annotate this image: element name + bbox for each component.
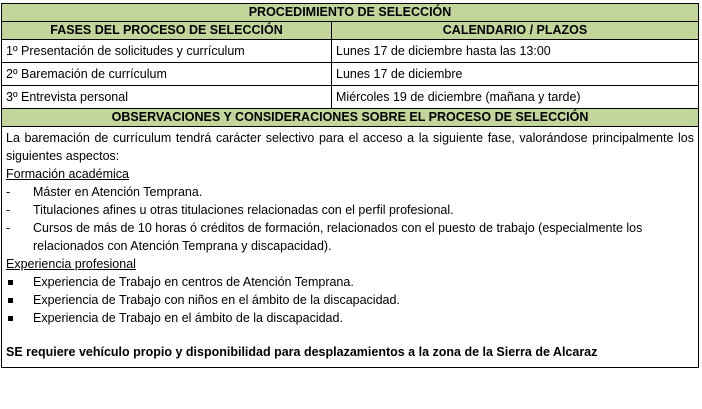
table-title: PROCEDIMIENTO DE SELECCIÓN bbox=[2, 4, 699, 22]
date-cell: Lunes 17 de diciembre hasta las 13:00 bbox=[332, 40, 699, 63]
experience-list bbox=[6, 273, 694, 327]
table-row bbox=[2, 63, 699, 86]
list-item: Experiencia de Trabajo en el ámbito de la discapacidad. bbox=[6, 309, 694, 327]
intro-text: La baremación de currículum tendrá carácter selectivo para el acceso a la siguiente fase, valorándose principalmente los siguientes aspectos: bbox=[6, 131, 695, 163]
list-item: - Cursos de más de 10 horas ó créditos de formación, relacionados con el puesto de trabajo (especialmente los relacionados con Atención Temprana y discapacidad). bbox=[6, 219, 694, 255]
list-item: - Máster en Atención Temprana. bbox=[6, 183, 694, 201]
observations-body bbox=[2, 127, 699, 368]
selection-procedure-table bbox=[1, 3, 699, 368]
calendar-column-header: CALENDARIO / PLAZOS bbox=[332, 22, 699, 40]
list-item: - Titulaciones afines u otras titulaciones relacionadas con el perfil profesional. bbox=[6, 201, 694, 219]
date-cell: Lunes 17 de diciembre bbox=[332, 63, 699, 86]
phases-column-header: FASES DEL PROCESO DE SELECCIÓN bbox=[2, 22, 332, 40]
phase-cell: 2º Baremación de currículum bbox=[2, 63, 332, 86]
experience-section-title: Experiencia profesional bbox=[6, 257, 136, 271]
list-item: Experiencia de Trabajo en centros de Atención Temprana. bbox=[6, 273, 694, 291]
table-row bbox=[2, 40, 699, 63]
academic-section-title: Formación académica bbox=[6, 167, 129, 181]
observations-header: OBSERVACIONES Y CONSIDERACIONES SOBRE EL PROCESO DE SELECCIÓN bbox=[2, 109, 699, 127]
vehicle-requirement: SE requiere vehículo propio y disponibilidad para desplazamientos a la zona de la Sierra de Alcaraz bbox=[6, 345, 598, 359]
phase-cell: 1º Presentación de solicitudes y currículum bbox=[2, 40, 332, 63]
selection-procedure-document bbox=[1, 3, 698, 368]
academic-list bbox=[6, 183, 694, 255]
list-item: Experiencia de Trabajo con niños en el ámbito de la discapacidad. bbox=[6, 291, 694, 309]
table-row bbox=[2, 86, 699, 109]
date-cell: Miércoles 19 de diciembre (mañana y tarde) bbox=[332, 86, 699, 109]
phase-cell: 3º Entrevista personal bbox=[2, 86, 332, 109]
